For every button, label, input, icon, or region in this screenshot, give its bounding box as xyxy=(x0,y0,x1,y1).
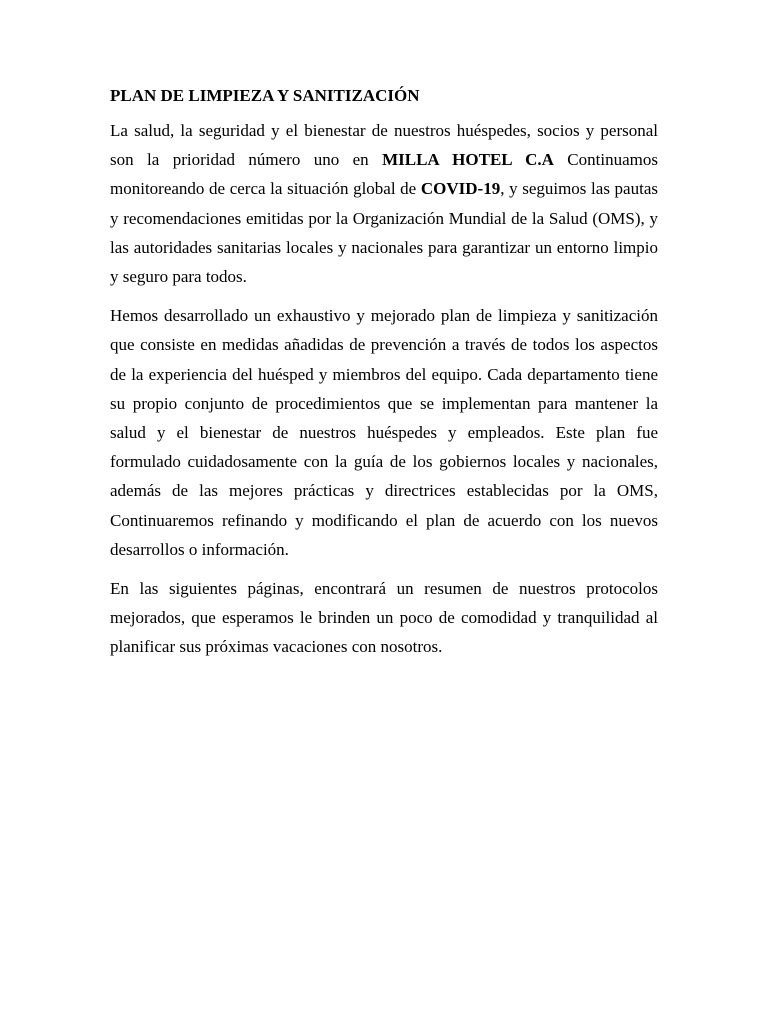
paragraph-closing: En las siguientes páginas, encontrará un resumen de nuestros protocolos mejorados, que esperamos le brinden un poco de comodidad y tranquilidad al planificar sus próximas vacaciones con nosotros. xyxy=(110,579,658,657)
paragraph-intro xyxy=(110,116,658,291)
hotel-name: MILLA HOTEL C.A xyxy=(382,150,554,170)
document-title: PLAN DE LIMPIEZA Y SANITIZACIÓN xyxy=(110,86,420,105)
paragraph-plan: Hemos desarrollado un exhaustivo y mejorado plan de limpieza y sanitización que consiste en medidas añadidas de prevención a través de todos los aspectos de la experiencia del huésped y miembros del equipo. Cada departamento tiene su propio conjunto de procedimientos que se implementan para mantener la salud y el bienestar de nuestros huéspedes y empleados. Este plan fue formulado cuidadosamente con la guía de los gobiernos locales y nacionales, además de las mejores prácticas y directrices establecidas por la OMS, Continuaremos refinando y modificando el plan de acuerdo con los nuevos desarrollos o información. xyxy=(110,306,658,559)
document-body xyxy=(110,84,658,672)
intro-text-3: , y seguimos las pautas y recomendaciones emitidas por la Organización Mundial de la Salud (OMS), y las autoridades sanitarias locales y nacionales para garantizar un entorno limpio y seguro para todos. xyxy=(110,179,658,287)
intro-text-2: Continuamos monitoreando de cerca la situación global de xyxy=(110,150,658,199)
covid-term: COVID-19 xyxy=(420,179,501,199)
intro-text-1: La salud, la seguridad y el bienestar de nuestros huéspedes, socios y personal son la prioridad número uno en xyxy=(110,121,658,170)
